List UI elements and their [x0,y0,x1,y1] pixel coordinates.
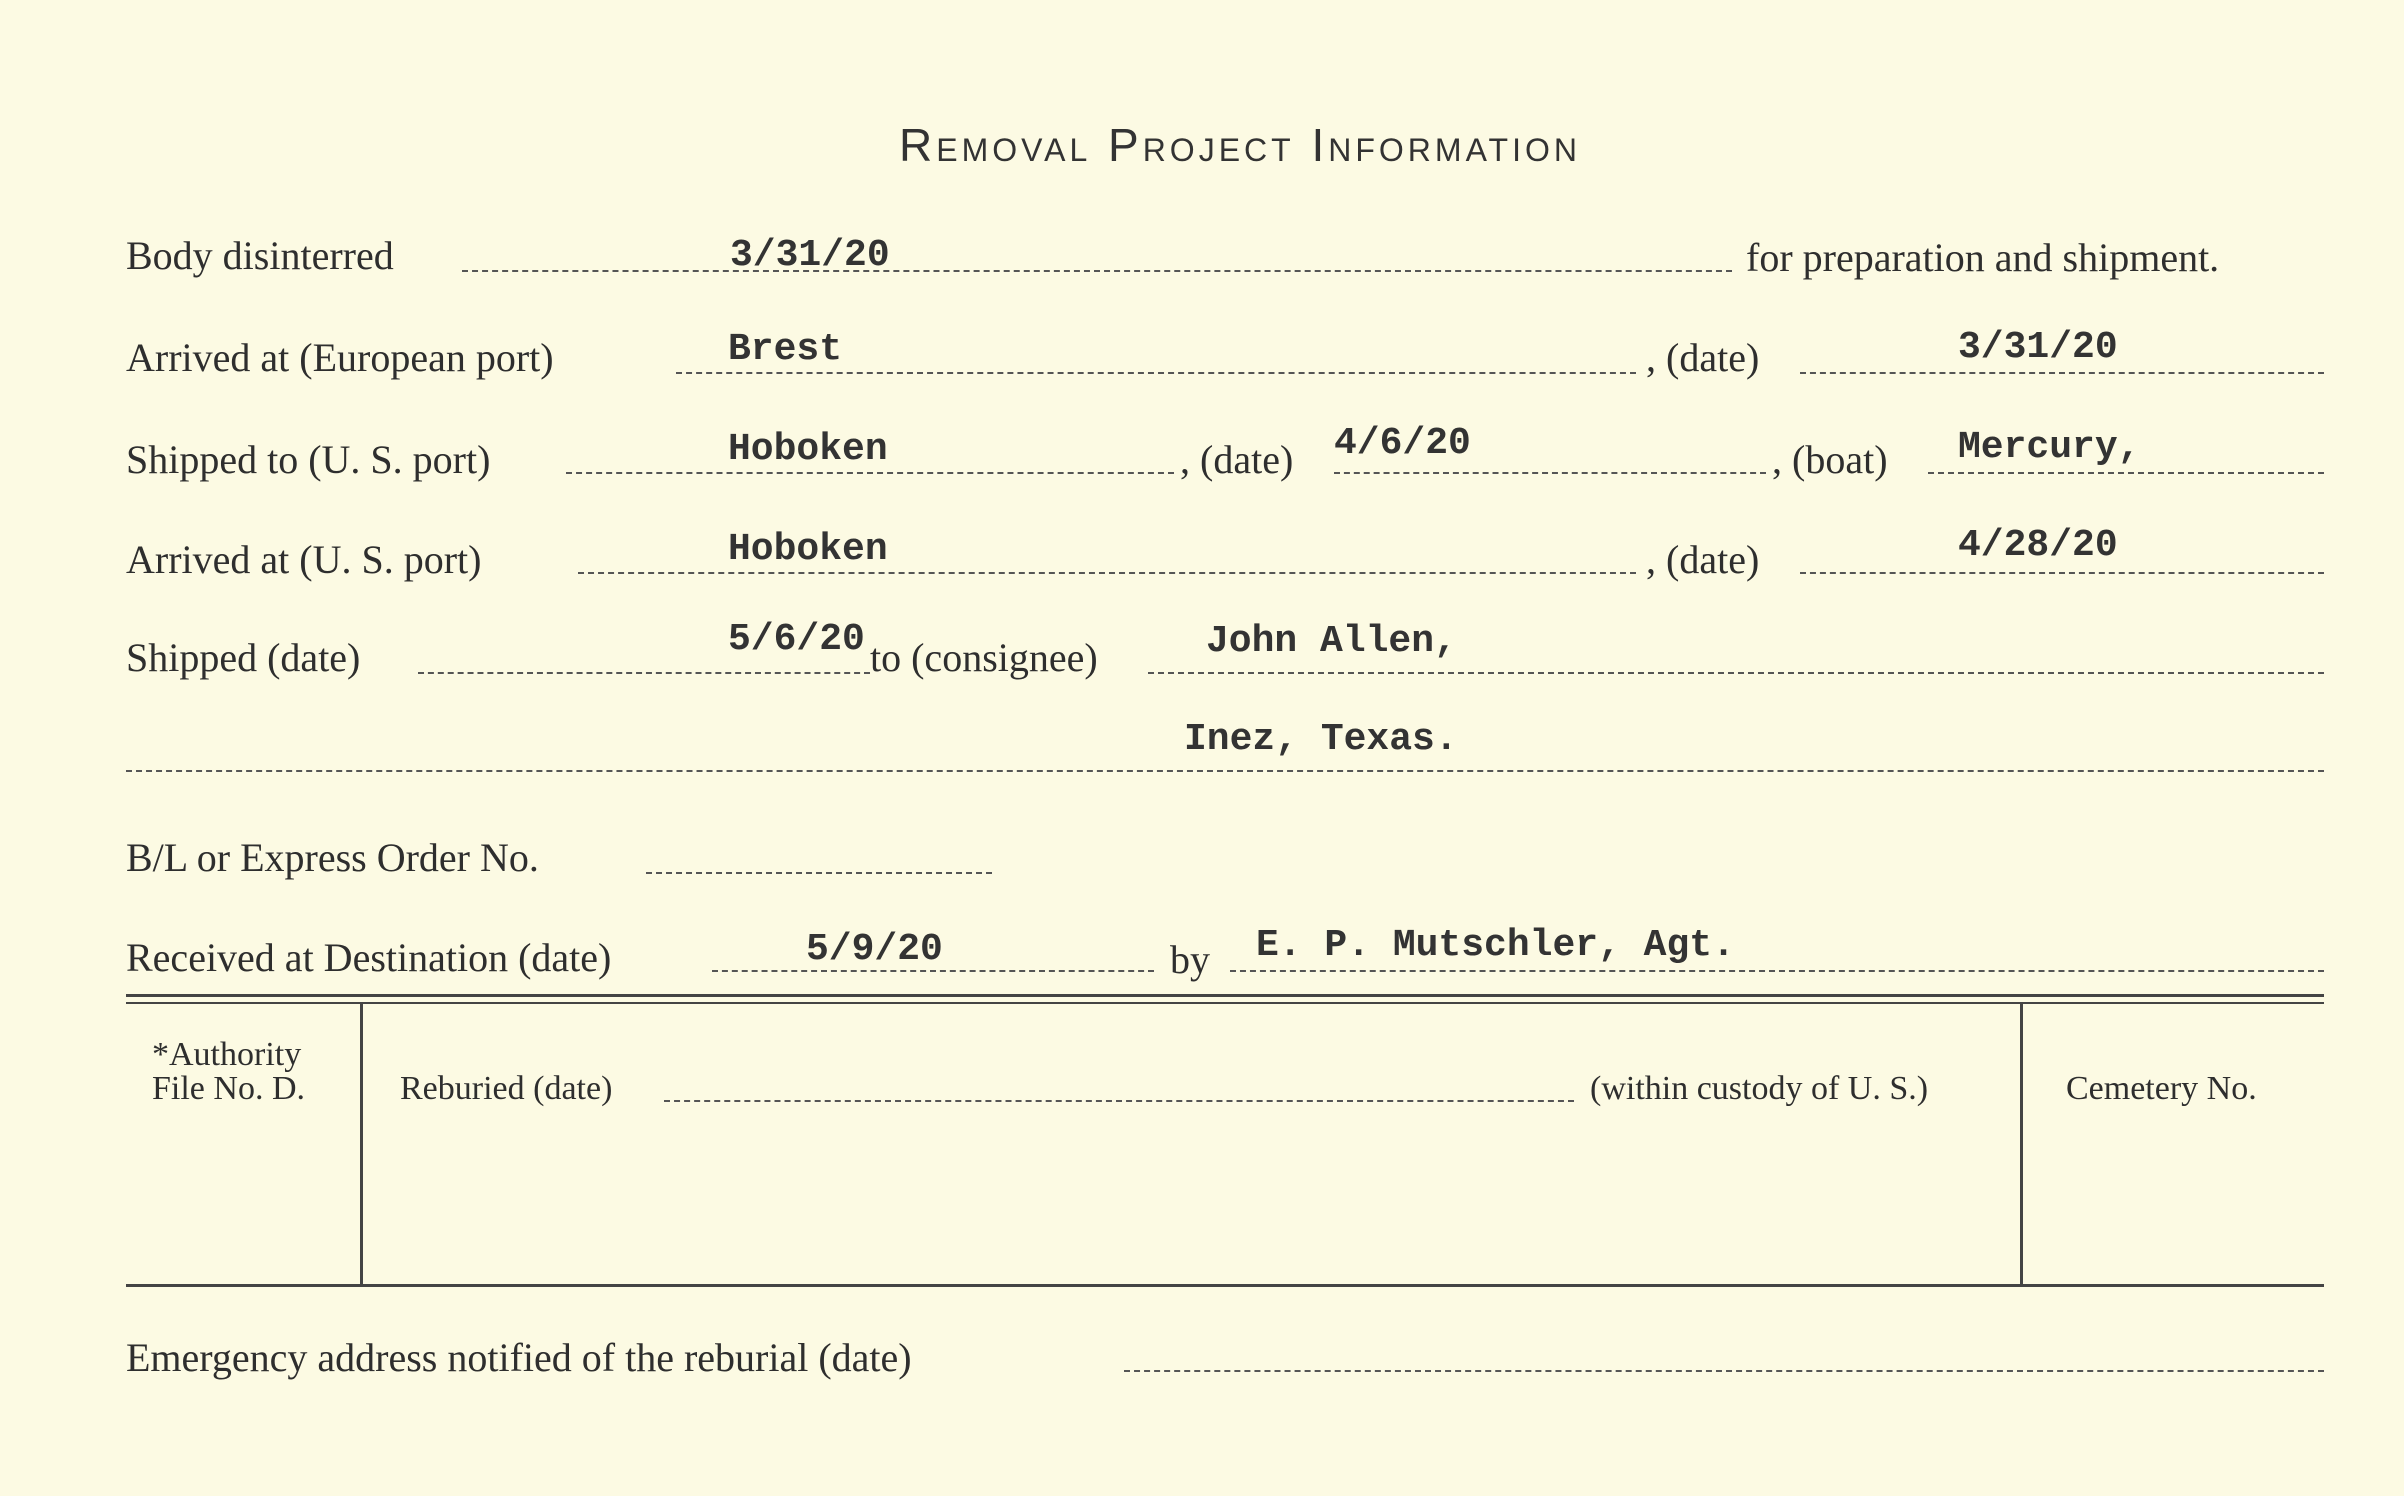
shipped-us-port: Hoboken [728,428,888,471]
box-top-rule-1 [126,994,2324,997]
shipped-us-date: 4/6/20 [1334,422,1471,465]
shipped-us-date-line [1334,472,1766,474]
card-title: Removal Project Information [899,119,1581,171]
bl-order-label: B/L or Express Order No. [126,835,539,880]
box-divider-right [2020,1004,2023,1284]
arrived-european-label: Arrived at (European port) [126,335,554,380]
box-bottom-rule [126,1284,2324,1287]
shipped-date-value: 5/6/20 [728,618,865,661]
box-divider-left [360,1004,363,1284]
address-line [126,770,2324,772]
body-disinterred-label: Body disinterred [126,233,394,278]
arrived-us-port: Hoboken [728,528,888,571]
received-by-label: by [1170,937,1210,982]
body-disinterred-suffix: for preparation and shipment. [1746,235,2220,280]
arrived-european-date-line [1800,372,2324,374]
shipped-us-boat-line [1928,472,2324,474]
arrived-us-date-line [1800,572,2324,574]
consignee-line [1148,672,2324,674]
bl-order-line [646,872,992,874]
arrived-european-date-label: , (date) [1646,335,1760,380]
shipped-date-label: Shipped (date) [126,635,361,680]
body-disinterred-value: 3/31/20 [730,234,890,277]
body-disinterred-line [462,270,1732,272]
received-date: 5/9/20 [806,928,943,971]
authority-label-line2: File No. D. [152,1070,305,1107]
emergency-label: Emergency address notified of the reburial (date) [126,1335,912,1380]
consignee-value: John Allen, [1206,620,1457,663]
emergency-line [1124,1370,2324,1372]
received-by-line [1230,970,2324,972]
shipped-us-label: Shipped to (U. S. port) [126,437,491,482]
received-label: Received at Destination (date) [126,935,612,980]
shipped-us-port-line [566,472,1174,474]
received-by: E. P. Mutschler, Agt. [1256,924,1735,967]
arrived-us-date-label: , (date) [1646,537,1760,582]
arrived-us-label: Arrived at (U. S. port) [126,537,482,582]
custody-label: (within custody of U. S.) [1590,1070,1929,1107]
arrived-european-port: Brest [728,328,843,371]
shipped-us-date-label: , (date) [1180,437,1294,482]
reburied-line [664,1100,1574,1102]
consignee-label: to (consignee) [870,635,1098,680]
arrived-us-port-line [578,572,1636,574]
authority-label-line1: *Authority [152,1036,302,1073]
shipped-us-boat: Mercury, [1958,426,2141,469]
box-top-rule-2 [126,1002,2324,1004]
cemetery-label: Cemetery No. [2066,1070,2257,1107]
shipped-us-boat-label: , (boat) [1772,437,1888,482]
reburied-label: Reburied (date) [400,1070,613,1107]
shipped-date-line [418,672,870,674]
arrived-european-date: 3/31/20 [1958,326,2118,369]
consignee-address: Inez, Texas. [1184,718,1458,761]
arrived-european-port-line [676,372,1636,374]
arrived-us-date: 4/28/20 [1958,524,2118,567]
